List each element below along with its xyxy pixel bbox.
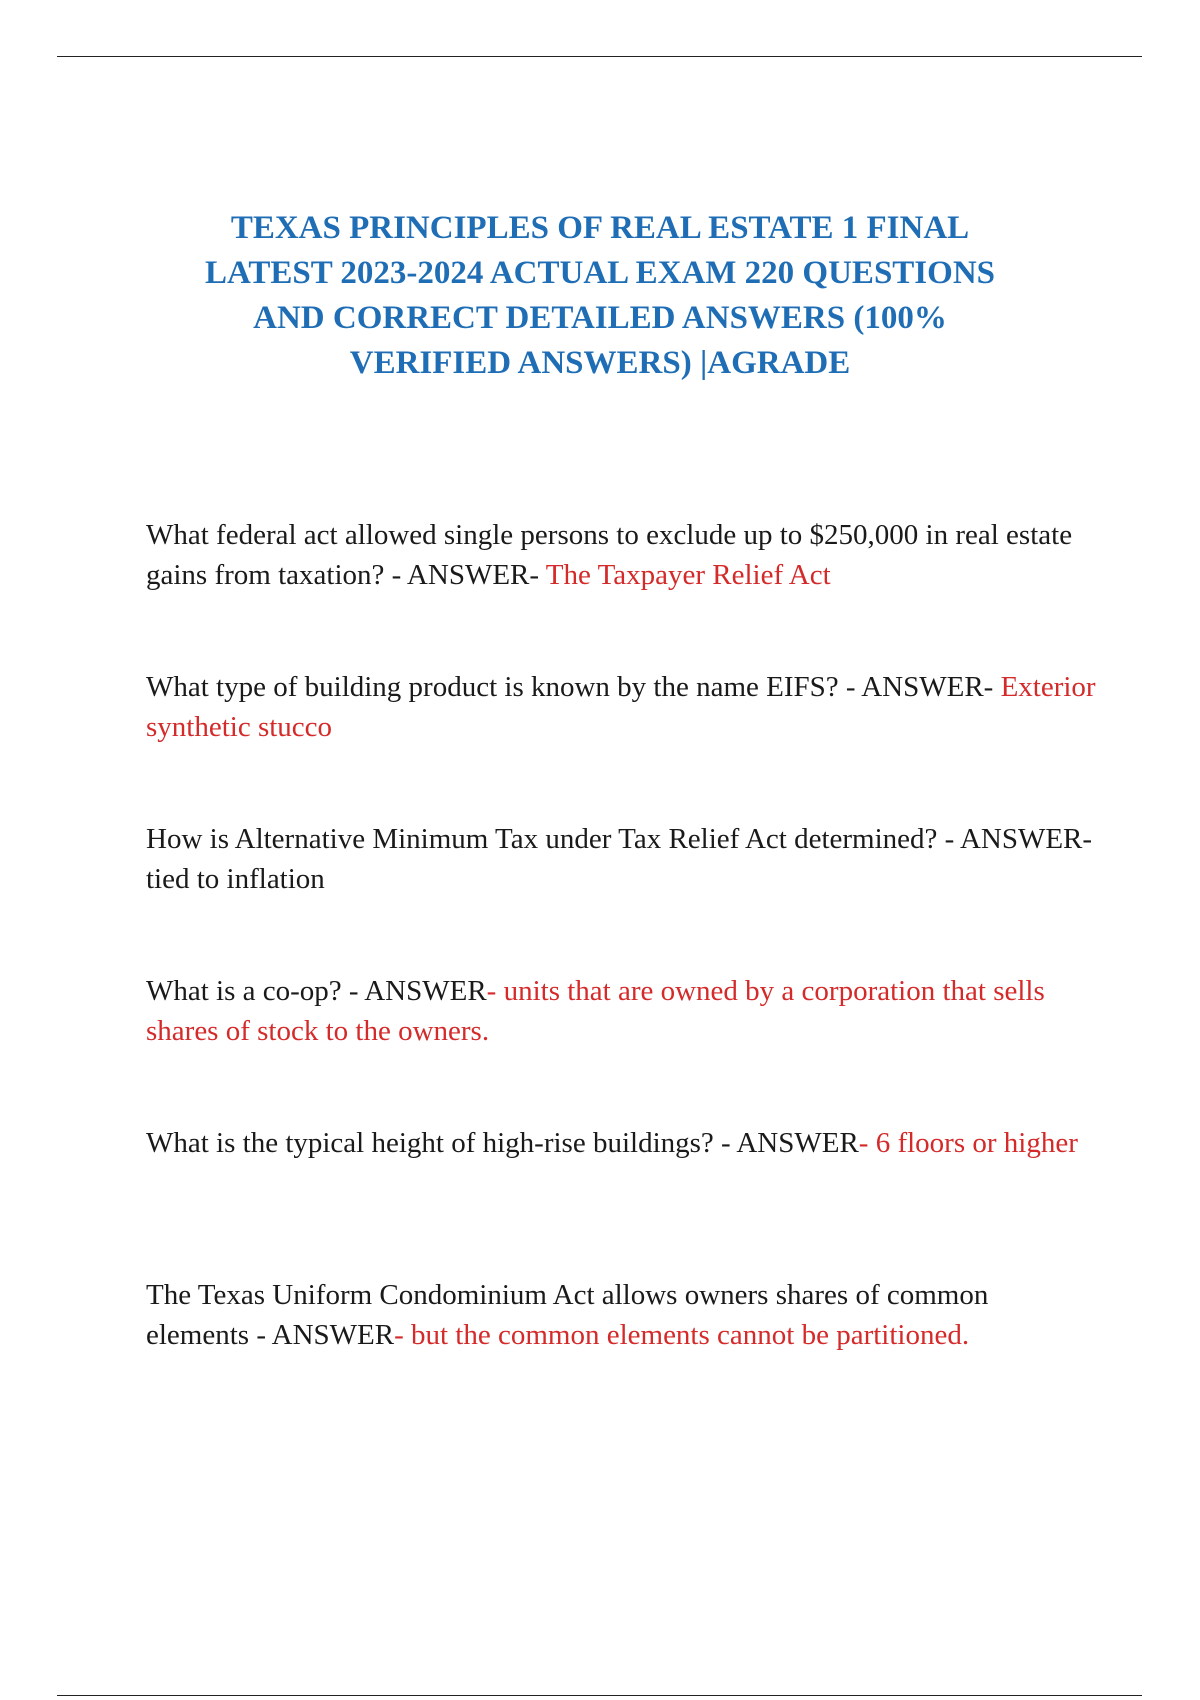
question-text: What type of building product is known by the name EIFS? - ANSWER- xyxy=(146,671,1001,703)
question-text: What is a co-op? - ANSWER xyxy=(146,975,487,1007)
answer-text: tied to inflation xyxy=(146,863,325,895)
qa-item xyxy=(146,1123,1096,1203)
answer-text: The Taxpayer Relief Act xyxy=(545,559,831,591)
bottom-rule xyxy=(57,1695,1142,1696)
title-line: LATEST 2023-2024 ACTUAL EXAM 220 QUESTIONS xyxy=(204,255,996,291)
title-line: AND CORRECT DETAILED ANSWERS (100% xyxy=(253,300,947,336)
answer-text: - 6 floors or higher xyxy=(858,1127,1078,1159)
question-text: What federal act allowed single persons to exclude up to $250,000 in real estate gains from taxation? - ANSWER- xyxy=(146,519,1073,591)
question-text: The Texas Uniform Condominium Act allows owners shares of common elements - ANSWER xyxy=(146,1279,989,1351)
qa-item xyxy=(146,1275,1096,1355)
answer-text: - units that are owned by a corporation that sells shares of stock to the owners. xyxy=(146,975,1045,1047)
qa-item xyxy=(146,667,1096,747)
answer-text: - but the common elements cannot be partitioned. xyxy=(394,1319,970,1351)
question-text: What is the typical height of high-rise buildings? - ANSWER xyxy=(146,1127,859,1159)
top-rule xyxy=(57,56,1142,57)
qa-item xyxy=(146,819,1096,899)
qa-item xyxy=(146,515,1096,595)
question-text: How is Alternative Minimum Tax under Tax Relief Act determined? - ANSWER- xyxy=(146,823,1093,855)
qa-list xyxy=(146,515,1096,1427)
title-line: TEXAS PRINCIPLES OF REAL ESTATE 1 FINAL xyxy=(230,210,970,246)
qa-item xyxy=(146,971,1096,1051)
answer-text: Exterior synthetic stucco xyxy=(146,671,1096,743)
document-title xyxy=(120,206,1080,386)
title-line: VERIFIED ANSWERS) |AGRADE xyxy=(349,345,851,381)
